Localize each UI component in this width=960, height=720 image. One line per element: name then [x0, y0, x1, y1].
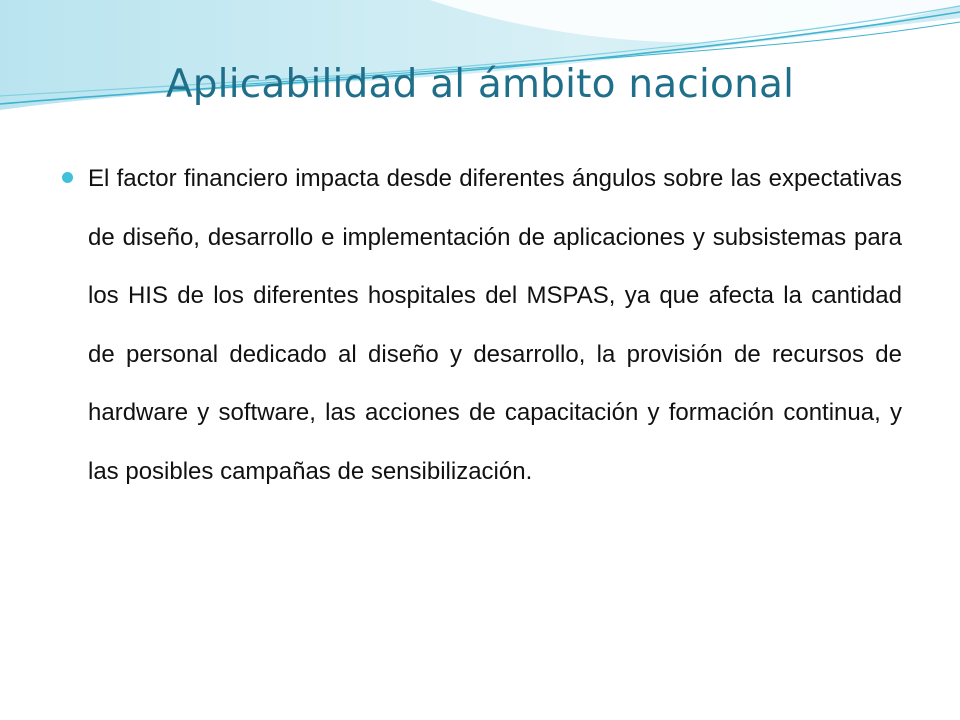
slide-body — [62, 150, 902, 501]
bullet-text: El factor financiero impacta desde diferentes ángulos sobre las expectativas de diseño, desarrollo e implementación de aplicaciones y subsistemas para los HIS de los diferentes hospitales del MSPAS, ya que afecta la cantidad de personal dedicado al diseño y desarrollo, la provisión de recursos de hardware y software, las acciones de capacitación y formación continua, y las posibles campañas de sensibilización. — [88, 165, 902, 485]
slide-title: Aplicabilidad al ámbito nacional — [165, 62, 795, 107]
bullet-dot-icon — [62, 172, 73, 183]
bullet-item — [62, 150, 902, 501]
